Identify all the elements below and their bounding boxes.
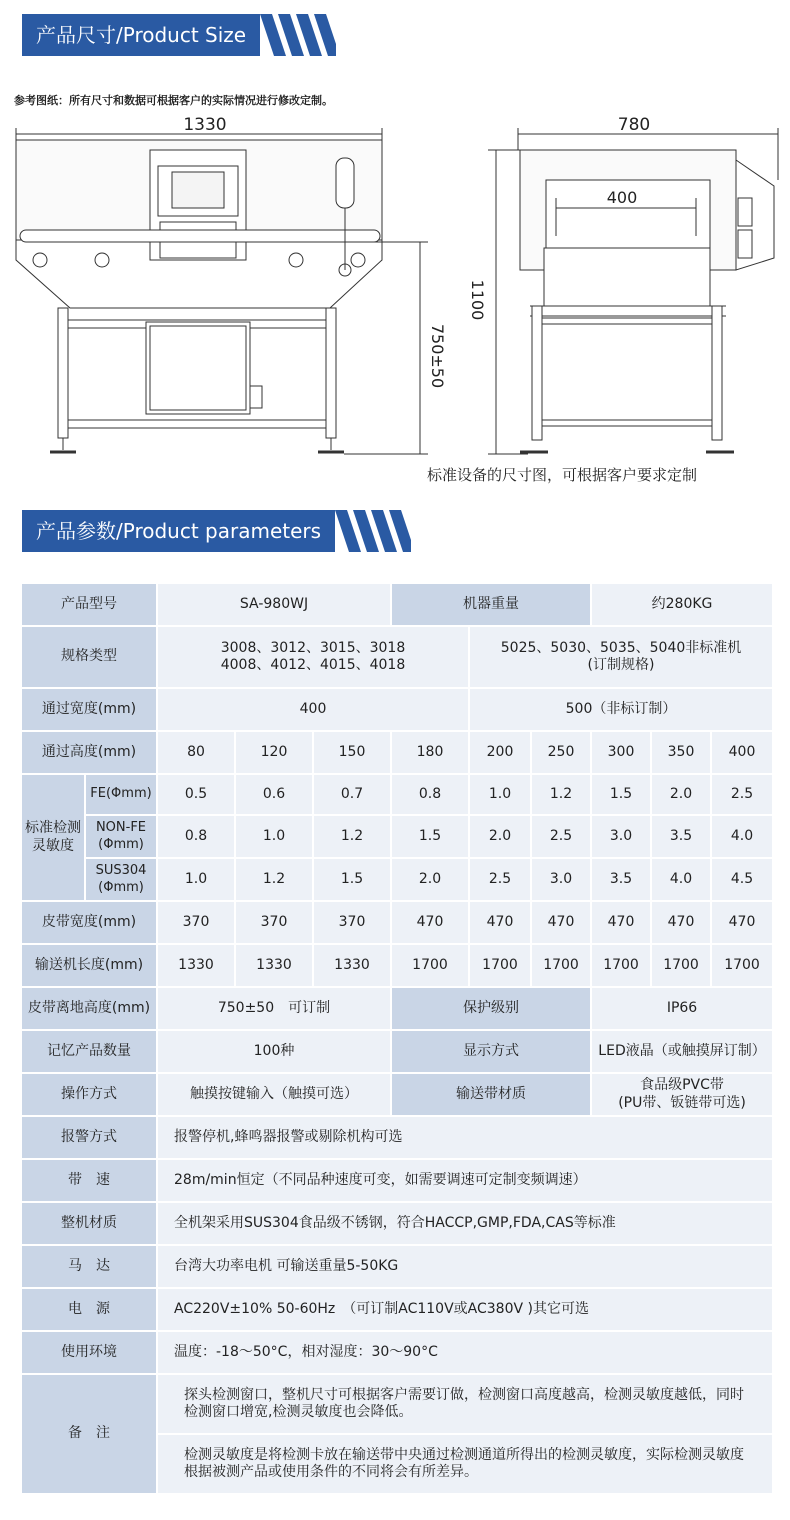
table-row (21, 901, 773, 944)
belt-width-label: 皮带宽度(mm) (21, 901, 157, 944)
table-row (21, 858, 773, 901)
width-custom: 500（非标订制） (469, 688, 773, 731)
section-title: 产品参数/Product parameters (22, 510, 335, 552)
spec-standard-line: 4008、4012、4015、4018 (220, 657, 406, 673)
table-cell: 200 (469, 731, 531, 774)
table-cell: 1.0 (235, 815, 313, 858)
table-cell: 1.5 (391, 815, 469, 858)
table-row (21, 1116, 773, 1159)
table-cell: 1700 (391, 944, 469, 987)
sus304-label-line: SUS304 (95, 863, 147, 879)
belt-height-label: 皮带离地高度(mm) (21, 987, 157, 1030)
table-cell: 400 (711, 731, 773, 774)
table-row (21, 583, 773, 626)
table-cell: 250 (531, 731, 591, 774)
memory-value: 100种 (157, 1030, 391, 1073)
table-cell: 370 (157, 901, 235, 944)
table-row (21, 944, 773, 987)
table-cell: 1330 (313, 944, 391, 987)
section-banner-product-size (22, 14, 336, 56)
table-cell: 150 (313, 731, 391, 774)
table-cell: 3.5 (651, 815, 711, 858)
table-cell: 1330 (157, 944, 235, 987)
table-row (21, 815, 773, 858)
sensitivity-label (21, 774, 85, 901)
table-cell: 2.0 (469, 815, 531, 858)
speed-value: 28m/min恒定（不同品种速度可变，如需要调速可定制变频调速） (157, 1159, 773, 1202)
table-cell: 470 (469, 901, 531, 944)
table-cell: 2.0 (651, 774, 711, 815)
table-cell: 4.5 (711, 858, 773, 901)
power-value: AC220V±10% 50-60Hz （可订制AC110V或AC380V )其它可选 (157, 1288, 773, 1331)
table-cell: 1.2 (531, 774, 591, 815)
operate-value: 触摸按键输入（触摸可选） (157, 1073, 391, 1116)
table-cell: 0.6 (235, 774, 313, 815)
table-cell: 0.7 (313, 774, 391, 815)
table-cell: 4.0 (711, 815, 773, 858)
speed-label: 带 速 (21, 1159, 157, 1202)
table-cell: 1700 (469, 944, 531, 987)
spec-custom (469, 626, 773, 688)
table-cell: 0.8 (391, 774, 469, 815)
belt-height-value: 750±50 可订制 (157, 987, 391, 1030)
table-cell: 350 (651, 731, 711, 774)
spec-custom-line: (订制规格) (587, 657, 655, 673)
table-cell: 1.5 (591, 774, 651, 815)
memory-label: 记忆产品数量 (21, 1030, 157, 1073)
table-cell: 2.0 (391, 858, 469, 901)
table-cell: 370 (235, 901, 313, 944)
height-label: 通过高度(mm) (21, 731, 157, 774)
table-cell: 120 (235, 731, 313, 774)
alarm-value: 报警停机,蜂鸣器报警或剔除机构可选 (157, 1116, 773, 1159)
table-cell: 0.8 (157, 815, 235, 858)
front-width-label: 1330 (183, 115, 227, 135)
table-row (21, 1331, 773, 1374)
table-cell: 2.5 (711, 774, 773, 815)
table-cell: 470 (531, 901, 591, 944)
sensitivity-label-line: 灵敏度 (32, 837, 74, 854)
side-width-label: 780 (617, 115, 651, 135)
table-cell: 1700 (531, 944, 591, 987)
width-label: 通过宽度(mm) (21, 688, 157, 731)
spec-standard-line: 3008、3012、3015、3018 (220, 639, 406, 656)
table-row (21, 1288, 773, 1331)
stripes-decoration-icon (335, 510, 411, 552)
table-cell: 3.0 (591, 815, 651, 858)
table-cell: 1700 (591, 944, 651, 987)
spec-standard (157, 626, 469, 688)
table-cell: 470 (391, 901, 469, 944)
motor-value: 台湾大功率电机 可输送重量5-50KG (157, 1245, 773, 1288)
table-cell: 470 (591, 901, 651, 944)
table-row (21, 688, 773, 731)
table-cell: 2.5 (531, 815, 591, 858)
table-cell: 1.2 (235, 858, 313, 901)
width-standard: 400 (157, 688, 469, 731)
table-cell: 470 (711, 901, 773, 944)
sus304-label (85, 858, 157, 901)
display-label: 显示方式 (391, 1030, 591, 1073)
env-label: 使用环境 (21, 1331, 157, 1374)
table-cell: 180 (391, 731, 469, 774)
section-banner-parameters (22, 510, 411, 552)
table-row (21, 774, 773, 815)
table-cell: 1330 (235, 944, 313, 987)
table-row (21, 987, 773, 1030)
table-cell: 3.5 (591, 858, 651, 901)
belt-height-label: 750±50 (428, 323, 447, 389)
alarm-label: 报警方式 (21, 1116, 157, 1159)
sus304-label-line: (Φmm) (98, 879, 144, 895)
table-cell: 4.0 (651, 858, 711, 901)
table-row (21, 1159, 773, 1202)
table-row (21, 626, 773, 688)
table-cell: 1700 (711, 944, 773, 987)
belt-material-label: 输送带材质 (391, 1073, 591, 1116)
fe-label: FE(Φmm) (85, 774, 157, 815)
spec-custom-line: 5025、5030、5035、5040非标准机 (500, 639, 742, 656)
table-row (21, 1073, 773, 1116)
protect-label: 保护级别 (391, 987, 591, 1030)
stripes-decoration-icon (260, 14, 336, 56)
weight-value: 约280KG (591, 583, 773, 626)
parameters-table (20, 582, 774, 1495)
dimension-drawing (0, 110, 790, 470)
env-value: 温度：-18～50°C，相对湿度：30～90°C (157, 1331, 773, 1374)
table-cell: 1.2 (313, 815, 391, 858)
table-cell: 2.5 (469, 858, 531, 901)
section-title: 产品尺寸/Product Size (22, 14, 260, 56)
operate-label: 操作方式 (21, 1073, 157, 1116)
table-row (21, 1202, 773, 1245)
table-cell: 1.0 (157, 858, 235, 901)
table-cell: 0.5 (157, 774, 235, 815)
protect-value: IP66 (591, 987, 773, 1030)
model-label: 产品型号 (21, 583, 157, 626)
table-cell: 1700 (651, 944, 711, 987)
weight-label: 机器重量 (391, 583, 591, 626)
remark-2: 检测灵敏度是将检测卡放在输送带中央通过检测通道所得出的检测灵敏度，实际检测灵敏度根据被测产品或使用条件的不同将会有所差异。 (157, 1434, 773, 1494)
table-cell: 470 (651, 901, 711, 944)
table-row (21, 1245, 773, 1288)
reference-note: 参考图纸：所有尺寸和数据可根据客户的实际情况进行修改定制。 (14, 94, 333, 107)
conveyor-length-label: 输送机长度(mm) (21, 944, 157, 987)
nonfe-label (85, 815, 157, 858)
table-cell: 300 (591, 731, 651, 774)
belt-material-value (591, 1073, 773, 1116)
belt-material-line: (PU带、钣链带可选) (618, 1094, 746, 1111)
model-value: SA-980WJ (157, 583, 391, 626)
spec-label: 规格类型 (21, 626, 157, 688)
table-cell: 370 (313, 901, 391, 944)
aperture-label: 400 (606, 188, 638, 207)
power-label: 电 源 (21, 1288, 157, 1331)
table-row (21, 731, 773, 774)
table-cell: 3.0 (531, 858, 591, 901)
table-cell: 1.5 (313, 858, 391, 901)
motor-label: 马 达 (21, 1245, 157, 1288)
table-row (21, 1374, 773, 1434)
height-label: 1100 (468, 279, 487, 321)
nonfe-label-line: NON-FE (95, 820, 147, 836)
material-value: 全机架采用SUS304食品级不锈钢，符合HACCP,GMP,FDA,CAS等标准 (157, 1202, 773, 1245)
remark-1: 探头检测窗口，整机尺寸可根据客户需要订做，检测窗口高度越高，检测灵敏度越低，同时检测窗口增宽,检测灵敏度也会降低。 (157, 1374, 773, 1434)
sensitivity-label-line: 标准检测 (25, 820, 81, 836)
belt-material-line: 食品级PVC带 (640, 1077, 724, 1093)
nonfe-label-line: (Φmm) (98, 836, 144, 852)
display-value: LED液晶（或触摸屏订制） (591, 1030, 773, 1073)
table-cell: 1.0 (469, 774, 531, 815)
drawing-caption: 标准设备的尺寸图，可根据客户要求定制 (427, 466, 698, 484)
table-cell: 80 (157, 731, 235, 774)
material-label: 整机材质 (21, 1202, 157, 1245)
remark-label: 备 注 (21, 1374, 157, 1494)
table-row (21, 1030, 773, 1073)
